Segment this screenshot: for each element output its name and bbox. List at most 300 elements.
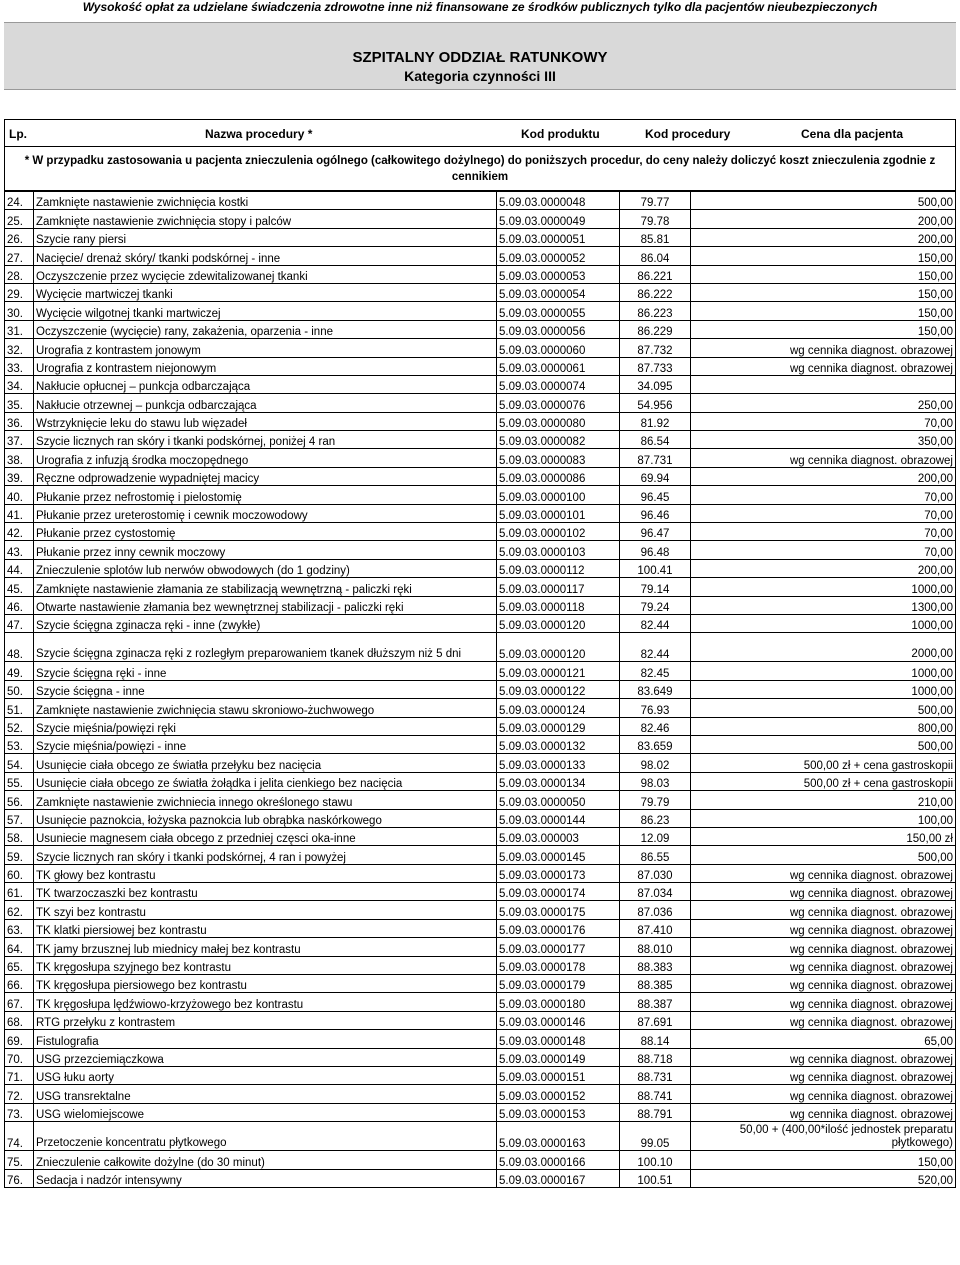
patient-price: 350,00: [691, 431, 956, 449]
row-number: 46.: [5, 596, 34, 614]
row-number: 45.: [5, 578, 34, 596]
product-code: 5.09.03.0000102: [497, 523, 620, 541]
row-number: 74.: [5, 1122, 34, 1151]
product-code: 5.09.03.0000122: [497, 680, 620, 698]
procedure-code: 85.81: [620, 228, 691, 246]
procedure-name: TK kręgosłupa szyjnego bez kontrastu: [34, 956, 497, 974]
patient-price: 70,00: [691, 541, 956, 559]
row-number: 33.: [5, 357, 34, 375]
procedure-code: 99.05: [620, 1122, 691, 1151]
product-code: 5.09.03.000003: [497, 827, 620, 845]
table-row: [5, 192, 956, 210]
patient-price: wg cennika diagnost. obrazowej: [691, 339, 956, 357]
patient-price: 50,00 + (400,00*ilość jednostek preparatu płytkowego): [691, 1122, 956, 1151]
patient-price: 150,00: [691, 283, 956, 301]
row-number: 54.: [5, 754, 34, 772]
table-row: [5, 1151, 956, 1169]
row-number: 43.: [5, 541, 34, 559]
product-code: 5.09.03.0000133: [497, 754, 620, 772]
procedure-name: Nakłucie otrzewnej – punkcja odbarczająca: [34, 394, 497, 412]
procedure-code: 100.41: [620, 559, 691, 577]
row-number: 35.: [5, 394, 34, 412]
patient-price: 1300,00: [691, 596, 956, 614]
procedure-name: Znieczulenie splotów lub nerwów obwodowych (do 1 godziny): [34, 559, 497, 577]
procedure-code: 88.14: [620, 1030, 691, 1048]
patient-price: 200,00: [691, 467, 956, 485]
table-row: [5, 504, 956, 522]
procedure-code: 86.04: [620, 247, 691, 265]
procedure-name: Otwarte nastawienie złamania bez wewnętrznej stabilizacji - paliczki ręki: [34, 596, 497, 614]
patient-price: 500,00: [691, 846, 956, 864]
product-code: 5.09.03.0000145: [497, 846, 620, 864]
patient-price: wg cennika diagnost. obrazowej: [691, 1103, 956, 1121]
procedure-name: Szycie licznych ran skóry i tkanki podskórnej, poniżej 4 ran: [34, 431, 497, 449]
table-row: [5, 1169, 956, 1187]
patient-price: 70,00: [691, 486, 956, 504]
document-title: Wysokość opłat za udzielane świadczenia zdrowotne inne niż finansowane ze środków publicznych tylko dla pacjentów nieubezpieczonych: [82, 0, 878, 14]
patient-price: 200,00: [691, 559, 956, 577]
table-row: [5, 717, 956, 735]
patient-price: 500,00: [691, 192, 956, 210]
patient-price: 500,00: [691, 699, 956, 717]
patient-price: 70,00: [691, 412, 956, 430]
patient-price: 520,00: [691, 1169, 956, 1187]
row-number: 58.: [5, 827, 34, 845]
table-row: [5, 827, 956, 845]
procedure-code: 79.14: [620, 578, 691, 596]
row-number: 40.: [5, 486, 34, 504]
row-number: 68.: [5, 1011, 34, 1029]
patient-price: 500,00 zł + cena gastroskopii: [691, 754, 956, 772]
product-code: 5.09.03.0000163: [497, 1122, 620, 1151]
row-number: 65.: [5, 956, 34, 974]
procedure-name: Szycie ścięgna zginacza ręki z rozległym preparowaniem tkanek dłuższym niż 5 dni: [34, 633, 497, 662]
procedure-code: 100.10: [620, 1151, 691, 1169]
row-number: 44.: [5, 559, 34, 577]
anesthesia-note: * W przypadku zastosowania u pacjenta znieczulenia ogólnego (całkowitego dożylnego) do poniższych procedur, do ceny należy doliczyć koszt znieczulenia zgodnie z cennikiem: [4, 147, 956, 191]
table-row: [5, 1066, 956, 1084]
product-code: 5.09.03.0000074: [497, 375, 620, 393]
row-number: 32.: [5, 339, 34, 357]
row-number: 39.: [5, 467, 34, 485]
patient-price: wg cennika diagnost. obrazowej: [691, 919, 956, 937]
procedure-name: TK klatki piersiowej bez kontrastu: [34, 919, 497, 937]
procedure-name: Nacięcie/ drenaż skóry/ tkanki podskórnej - inne: [34, 247, 497, 265]
procedure-name: Zamknięte nastawienie zwichnięcia stawu skroniowo-żuchwowego: [34, 699, 497, 717]
patient-price: wg cennika diagnost. obrazowej: [691, 901, 956, 919]
procedure-code: 82.46: [620, 717, 691, 735]
row-number: 38.: [5, 449, 34, 467]
patient-price: 500,00: [691, 735, 956, 753]
product-code: 5.09.03.0000054: [497, 283, 620, 301]
table-row: [5, 320, 956, 338]
table-row: [5, 975, 956, 993]
procedure-code: 86.221: [620, 265, 691, 283]
product-code: 5.09.03.0000129: [497, 717, 620, 735]
procedure-code: 88.791: [620, 1103, 691, 1121]
table-row: [5, 1122, 956, 1151]
product-code: 5.09.03.0000178: [497, 956, 620, 974]
procedure-code: 79.24: [620, 596, 691, 614]
product-code: 5.09.03.0000152: [497, 1085, 620, 1103]
row-number: 66.: [5, 975, 34, 993]
table-row: [5, 614, 956, 632]
procedure-code: 98.02: [620, 754, 691, 772]
column-header-name: Nazwa procedury *: [205, 127, 313, 141]
row-number: 26.: [5, 228, 34, 246]
row-number: 61.: [5, 883, 34, 901]
procedure-code: 12.09: [620, 827, 691, 845]
product-code: 5.09.03.0000101: [497, 504, 620, 522]
procedure-name: Wycięcie wilgotnej tkanki martwiczej: [34, 302, 497, 320]
procedure-name: Wstrzyknięcie leku do stawu lub więzadeł: [34, 412, 497, 430]
procedure-code: 86.222: [620, 283, 691, 301]
procedure-code: 98.03: [620, 772, 691, 790]
procedure-code: 87.030: [620, 864, 691, 882]
row-number: 73.: [5, 1103, 34, 1121]
procedure-name: Zamknięte nastawienie zwichnięcia kostki: [34, 192, 497, 210]
procedure-code: 86.229: [620, 320, 691, 338]
procedure-name: Przetoczenie koncentratu płytkowego: [34, 1122, 497, 1151]
procedure-name: Usunięcie ciała obcego ze światła żołądka i jelita cienkiego bez nacięcia: [34, 772, 497, 790]
procedure-name: Urografia z kontrastem jonowym: [34, 339, 497, 357]
table-row: [5, 791, 956, 809]
patient-price: [691, 375, 956, 393]
procedure-name: Usunięcie paznokcia, łożyska paznokcia lub obrąbka naskórkowego: [34, 809, 497, 827]
procedure-name: Płukanie przez nefrostomię i pielostomię: [34, 486, 497, 504]
patient-price: wg cennika diagnost. obrazowej: [691, 449, 956, 467]
procedure-name: Płukanie przez cystostomię: [34, 523, 497, 541]
patient-price: 800,00: [691, 717, 956, 735]
product-code: 5.09.03.0000153: [497, 1103, 620, 1121]
table-row: [5, 809, 956, 827]
table-row: [5, 633, 956, 662]
procedure-code: 87.036: [620, 901, 691, 919]
product-code: 5.09.03.0000120: [497, 614, 620, 632]
procedure-name: Zamknięte nastawienie zwichniecia innego określonego stawu: [34, 791, 497, 809]
row-number: 52.: [5, 717, 34, 735]
product-code: 5.09.03.0000124: [497, 699, 620, 717]
procedure-name: Usunięcie ciała obcego ze światła przełyku bez nacięcia: [34, 754, 497, 772]
procedure-name: USG wielomiejscowe: [34, 1103, 497, 1121]
procedure-name: Szycie ścięgna - inne: [34, 680, 497, 698]
product-code: 5.09.03.0000080: [497, 412, 620, 430]
table-row: [5, 247, 956, 265]
row-number: 60.: [5, 864, 34, 882]
patient-price: 1000,00: [691, 614, 956, 632]
product-code: 5.09.03.0000134: [497, 772, 620, 790]
product-code: 5.09.03.0000103: [497, 541, 620, 559]
procedure-code: 96.47: [620, 523, 691, 541]
row-number: 42.: [5, 523, 34, 541]
patient-price: 2000,00: [691, 633, 956, 662]
patient-price: 150,00: [691, 302, 956, 320]
procedure-code: 96.46: [620, 504, 691, 522]
table-row: [5, 772, 956, 790]
procedure-code: 86.55: [620, 846, 691, 864]
patient-price: 65,00: [691, 1030, 956, 1048]
row-number: 57.: [5, 809, 34, 827]
table-row: [5, 357, 956, 375]
table-row: [5, 596, 956, 614]
product-code: 5.09.03.0000148: [497, 1030, 620, 1048]
product-code: 5.09.03.0000151: [497, 1066, 620, 1084]
procedure-code: 79.78: [620, 210, 691, 228]
patient-price: wg cennika diagnost. obrazowej: [691, 975, 956, 993]
row-number: 69.: [5, 1030, 34, 1048]
table-row: [5, 449, 956, 467]
column-header-procedure: Kod procedury: [645, 127, 731, 141]
section-header: [4, 22, 956, 90]
product-code: 5.09.03.0000180: [497, 993, 620, 1011]
product-code: 5.09.03.0000053: [497, 265, 620, 283]
procedure-code: 76.93: [620, 699, 691, 717]
table-row: [5, 486, 956, 504]
procedure-name: TK głowy bez kontrastu: [34, 864, 497, 882]
procedure-name: Sedacja i nadzór intensywny: [34, 1169, 497, 1187]
procedure-code: 87.731: [620, 449, 691, 467]
table-row: [5, 375, 956, 393]
procedure-name: Szycie mięśnia/powięzi - inne: [34, 735, 497, 753]
procedure-code: 87.733: [620, 357, 691, 375]
product-code: 5.09.03.0000060: [497, 339, 620, 357]
patient-price: 210,00: [691, 791, 956, 809]
table-row: [5, 412, 956, 430]
table-row: [5, 883, 956, 901]
table-row: [5, 956, 956, 974]
table-row: [5, 1030, 956, 1048]
procedure-code: 54.956: [620, 394, 691, 412]
procedure-name: Szycie licznych ran skóry i tkanki podskórnej, 4 ran i powyżej: [34, 846, 497, 864]
procedure-name: TK szyi bez kontrastu: [34, 901, 497, 919]
product-code: 5.09.03.0000132: [497, 735, 620, 753]
procedure-code: 87.732: [620, 339, 691, 357]
procedure-name: RTG przełyku z kontrastem: [34, 1011, 497, 1029]
product-code: 5.09.03.0000100: [497, 486, 620, 504]
table-row: [5, 228, 956, 246]
row-number: 53.: [5, 735, 34, 753]
table-row: [5, 578, 956, 596]
procedure-name: Znieczulenie całkowite dożylne (do 30 minut): [34, 1151, 497, 1169]
row-number: 41.: [5, 504, 34, 522]
procedure-name: USG transrektalne: [34, 1085, 497, 1103]
procedure-code: 79.79: [620, 791, 691, 809]
procedure-code: 100.51: [620, 1169, 691, 1187]
table-row: [5, 938, 956, 956]
procedure-name: USG łuku aorty: [34, 1066, 497, 1084]
procedure-code: 83.649: [620, 680, 691, 698]
product-code: 5.09.03.0000177: [497, 938, 620, 956]
row-number: 37.: [5, 431, 34, 449]
table-row: [5, 1085, 956, 1103]
procedure-code: 88.385: [620, 975, 691, 993]
row-number: 25.: [5, 210, 34, 228]
patient-price: 150,00: [691, 320, 956, 338]
patient-price: 1000,00: [691, 578, 956, 596]
procedure-name: TK kręgosłupa piersiowego bez kontrastu: [34, 975, 497, 993]
product-code: 5.09.03.0000146: [497, 1011, 620, 1029]
patient-price: wg cennika diagnost. obrazowej: [691, 1048, 956, 1066]
patient-price: wg cennika diagnost. obrazowej: [691, 357, 956, 375]
product-code: 5.09.03.0000082: [497, 431, 620, 449]
procedure-code: 34.095: [620, 375, 691, 393]
procedure-name: Urografia z kontrastem niejonowym: [34, 357, 497, 375]
row-number: 24.: [5, 192, 34, 210]
product-code: 5.09.03.0000048: [497, 192, 620, 210]
column-header-product: Kod produktu: [521, 127, 600, 141]
procedure-name: Usuniecie magnesem ciała obcego z przedniej częsci oka-inne: [34, 827, 497, 845]
table-row: [5, 541, 956, 559]
patient-price: wg cennika diagnost. obrazowej: [691, 1066, 956, 1084]
procedure-code: 86.23: [620, 809, 691, 827]
procedure-code: 69.94: [620, 467, 691, 485]
table-row: [5, 864, 956, 882]
table-row: [5, 431, 956, 449]
product-code: 5.09.03.0000061: [497, 357, 620, 375]
table-row: [5, 339, 956, 357]
procedure-name: TK jamy brzusznej lub miednicy małej bez kontrastu: [34, 938, 497, 956]
patient-price: 100,00: [691, 809, 956, 827]
row-number: 63.: [5, 919, 34, 937]
row-number: 31.: [5, 320, 34, 338]
procedure-code: 82.44: [620, 614, 691, 632]
patient-price: 1000,00: [691, 662, 956, 680]
column-header-lp: Lp.: [9, 127, 27, 141]
product-code: 5.09.03.0000118: [497, 596, 620, 614]
procedure-code: 88.383: [620, 956, 691, 974]
procedure-name: Zamknięte nastawienie zwichnięcia stopy i palców: [34, 210, 497, 228]
product-code: 5.09.03.0000167: [497, 1169, 620, 1187]
patient-price: 150,00: [691, 247, 956, 265]
product-code: 5.09.03.0000112: [497, 559, 620, 577]
product-code: 5.09.03.0000176: [497, 919, 620, 937]
patient-price: 150,00: [691, 265, 956, 283]
procedure-name: Oczyszczenie (wycięcie) rany, zakażenia, oparzenia - inne: [34, 320, 497, 338]
row-number: 48.: [5, 633, 34, 662]
table-row: [5, 265, 956, 283]
row-number: 71.: [5, 1066, 34, 1084]
row-number: 62.: [5, 901, 34, 919]
procedure-name: Zamknięte nastawienie złamania ze stabilizacją wewnętrzną - paliczki ręki: [34, 578, 497, 596]
product-code: 5.09.03.0000083: [497, 449, 620, 467]
product-code: 5.09.03.0000144: [497, 809, 620, 827]
procedure-code: 86.54: [620, 431, 691, 449]
procedure-name: TK twarzoczaszki bez kontrastu: [34, 883, 497, 901]
table-row: [5, 302, 956, 320]
product-code: 5.09.03.0000174: [497, 883, 620, 901]
product-code: 5.09.03.0000117: [497, 578, 620, 596]
procedure-name: Płukanie przez ureterostomię i cewnik moczowodowy: [34, 504, 497, 522]
table-row: [5, 662, 956, 680]
product-code: 5.09.03.0000179: [497, 975, 620, 993]
table-row: [5, 559, 956, 577]
row-number: 59.: [5, 846, 34, 864]
procedure-code: 88.731: [620, 1066, 691, 1084]
row-number: 30.: [5, 302, 34, 320]
procedure-code: 87.691: [620, 1011, 691, 1029]
procedure-name: TK kręgosłupa lędźwiowo-krzyżowego bez kontrastu: [34, 993, 497, 1011]
section-title: SZPITALNY ODDZIAŁ RATUNKOWY: [352, 49, 608, 66]
row-number: 55.: [5, 772, 34, 790]
row-number: 75.: [5, 1151, 34, 1169]
procedure-price-table: [4, 191, 956, 1188]
product-code: 5.09.03.0000149: [497, 1048, 620, 1066]
patient-price: 70,00: [691, 504, 956, 522]
product-code: 5.09.03.0000049: [497, 210, 620, 228]
row-number: 50.: [5, 680, 34, 698]
column-headers: [4, 119, 956, 147]
row-number: 56.: [5, 791, 34, 809]
procedure-code: 87.410: [620, 919, 691, 937]
table-row: [5, 394, 956, 412]
column-header-price: Cena dla pacjenta: [801, 127, 904, 141]
procedure-name: Urografia z infuzją środka moczopędnego: [34, 449, 497, 467]
table-row: [5, 993, 956, 1011]
row-number: 36.: [5, 412, 34, 430]
patient-price: 200,00: [691, 210, 956, 228]
patient-price: 250,00: [691, 394, 956, 412]
patient-price: 70,00: [691, 523, 956, 541]
procedure-name: Ręczne odprowadzenie wypadniętej macicy: [34, 467, 497, 485]
section-category: Kategoria czynności III: [404, 68, 556, 84]
row-number: 28.: [5, 265, 34, 283]
procedure-name: Fistulografia: [34, 1030, 497, 1048]
row-number: 67.: [5, 993, 34, 1011]
patient-price: wg cennika diagnost. obrazowej: [691, 883, 956, 901]
patient-price: 150,00 zł: [691, 827, 956, 845]
row-number: 47.: [5, 614, 34, 632]
procedure-code: 88.387: [620, 993, 691, 1011]
row-number: 72.: [5, 1085, 34, 1103]
procedure-code: 87.034: [620, 883, 691, 901]
procedure-code: 96.48: [620, 541, 691, 559]
procedure-code: 79.77: [620, 192, 691, 210]
patient-price: 500,00 zł + cena gastroskopii: [691, 772, 956, 790]
procedure-name: Szycie ścięgna zginacza ręki - inne (zwykłe): [34, 614, 497, 632]
row-number: 34.: [5, 375, 34, 393]
table-row: [5, 523, 956, 541]
procedure-code: 81.92: [620, 412, 691, 430]
procedure-code: 86.223: [620, 302, 691, 320]
table-row: [5, 680, 956, 698]
patient-price: wg cennika diagnost. obrazowej: [691, 938, 956, 956]
patient-price: 200,00: [691, 228, 956, 246]
patient-price: wg cennika diagnost. obrazowej: [691, 1085, 956, 1103]
table-row: [5, 1048, 956, 1066]
product-code: 5.09.03.0000051: [497, 228, 620, 246]
table-row: [5, 283, 956, 301]
row-number: 29.: [5, 283, 34, 301]
product-code: 5.09.03.0000052: [497, 247, 620, 265]
procedure-name: Wycięcie martwiczej tkanki: [34, 283, 497, 301]
procedure-code: 83.659: [620, 735, 691, 753]
row-number: 70.: [5, 1048, 34, 1066]
table-row: [5, 467, 956, 485]
patient-price: wg cennika diagnost. obrazowej: [691, 956, 956, 974]
procedure-name: Oczyszczenie przez wycięcie zdewitalizowanej tkanki: [34, 265, 497, 283]
product-code: 5.09.03.0000050: [497, 791, 620, 809]
procedure-code: 96.45: [620, 486, 691, 504]
procedure-name: Nakłucie opłucnej – punkcja odbarczająca: [34, 375, 497, 393]
product-code: 5.09.03.0000121: [497, 662, 620, 680]
patient-price: wg cennika diagnost. obrazowej: [691, 993, 956, 1011]
table-row: [5, 919, 956, 937]
procedure-code: 82.45: [620, 662, 691, 680]
patient-price: 1000,00: [691, 680, 956, 698]
procedure-name: Szycie ścięgna ręki - inne: [34, 662, 497, 680]
product-code: 5.09.03.0000056: [497, 320, 620, 338]
product-code: 5.09.03.0000173: [497, 864, 620, 882]
